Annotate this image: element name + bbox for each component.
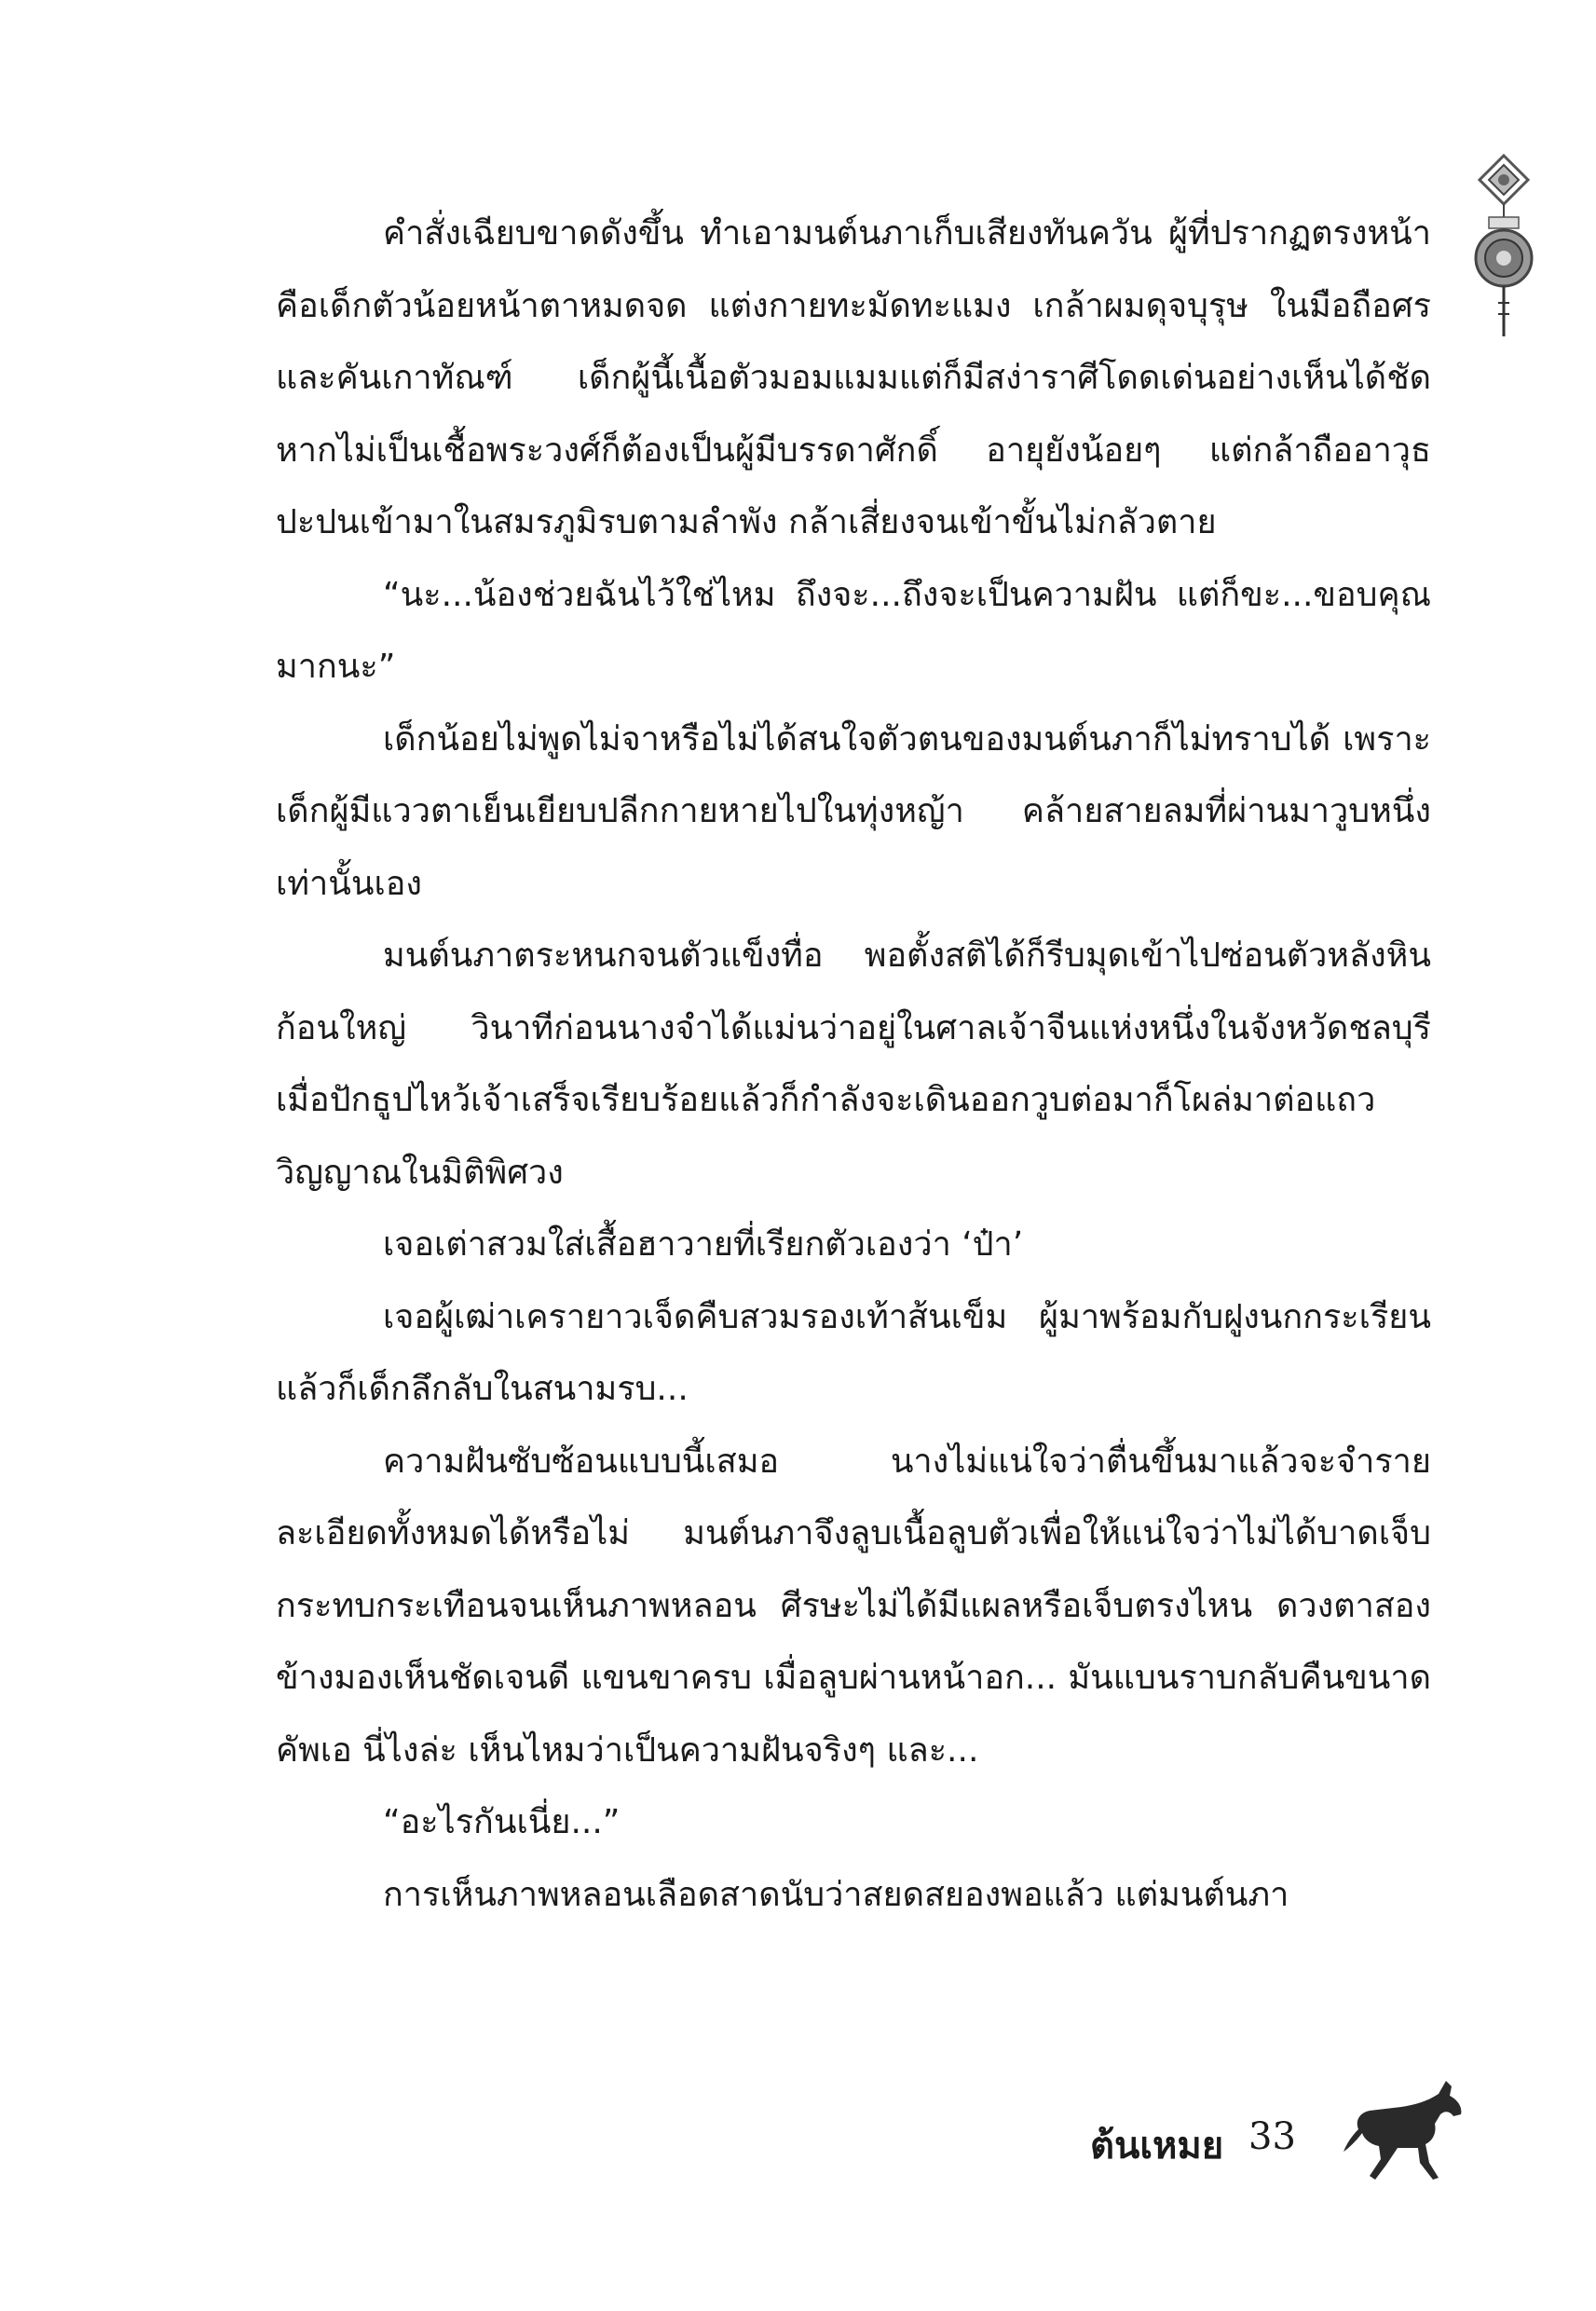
paragraph: “อะไรกันเนี่ย...” [383, 1803, 621, 1841]
paragraph: ความฝันซับซ้อนแบบนี้เสมอ นางไม่แน่ใจว่าตื่นขึ้นมาแล้วจะจำรายละเอียดทั้งหมดได้หรือไม่ มนต์นภาจึงลูบเนื้อลูบตัวเพื่อให้แน่ใจว่าไม่ได้บาดเจ็บกระทบกระเทือนจนเห็นภาพหลอน ศีรษะไม่ได้มีแผลหรือเจ็บตรงไหน ดวงตาสองข้างมองเห็นชัดเจนดี แขนขาครบ เมื่อลูบผ่านหน้าอก... มันแบนราบกลับคืนขนาดคัพเอ นี่ไงล่ะ เห็นไหมว่าเป็นความฝันจริงๆ และ... [276, 1442, 1431, 1770]
paragraph: เด็กน้อยไม่พูดไม่จาหรือไม่ได้สนใจตัวตนของมนต์นภาก็ไม่ทราบได้ เพราะเด็กผู้มีแววตาเย็นเยียบปลีกกายหายไปในทุ่งหญ้า คล้ายสายลมที่ผ่านมาวูบหนึ่งเท่านั้นเอง [276, 719, 1431, 903]
paragraph: เจอเต่าสวมใส่เสื้อฮาวายที่เรียกตัวเองว่า ‘ป๋า’ [383, 1225, 1024, 1264]
paragraph: การเห็นภาพหลอนเลือดสาดนับว่าสยดสยองพอแล้ว แต่มนต์นภา [383, 1875, 1289, 1914]
body-text [276, 198, 1431, 1931]
book-title: ต้นเหมย [1090, 2124, 1224, 2167]
paragraph: “นะ...น้องช่วยฉันไว้ใช่ไหม ถึงจะ...ถึงจะเป็นความฝัน แต่ก็ขะ...ขอบคุณมากนะ” [276, 575, 1431, 686]
page-number: 33 [1248, 2115, 1296, 2158]
running-horse-icon [1342, 2073, 1472, 2185]
paragraph: คำสั่งเฉียบขาดดังขึ้น ทำเอามนต์นภาเก็บเสียงทันควัน ผู้ที่ปรากฏตรงหน้าคือเด็กตัวน้อยหน้าตาหมดจด แต่งกายทะมัดทะแมง เกล้าผมดุจบุรุษ ในมือถือศรและคันเกาทัณฑ์ เด็กผู้นี้เนื้อตัวมอมแมมแต่ก็มีสง่าราศีโดดเด่นอย่างเห็นได้ชัด หากไม่เป็นเชื้อพระวงศ์ก็ต้องเป็นผู้มีบรรดาศักดิ์ อายุยังน้อยๆ แต่กล้าถืออาวุธปะปนเข้ามาในสมรภูมิรบตามลำพัง กล้าเสี่ยงจนเข้าขั้นไม่กลัวตาย [276, 214, 1431, 541]
paragraph: เจอผู้เฒ่าเครายาวเจ็ดคืบสวมรองเท้าส้นเข็ม ผู้มาพร้อมกับฝูงนกกระเรียน แล้วก็เด็กลึกลับในสนามรบ... [276, 1297, 1431, 1408]
paragraph: มนต์นภาตระหนกจนตัวแข็งทื่อ พอตั้งสติได้ก็รีบมุดเข้าไปซ่อนตัวหลังหินก้อนใหญ่ วินาทีก่อนนางจำได้แม่นว่าอยู่ในศาลเจ้าจีนแห่งหนึ่งในจังหวัดชลบุรี เมื่อปักธูปไหว้เจ้าเสร็จเรียบร้อยแล้วก็กำลังจะเดินออกวูบต่อมาก็โผล่มาต่อแถววิญญาณในมิติพิศวง [276, 937, 1431, 1192]
chinese-knot-ornament-icon [1470, 154, 1537, 340]
